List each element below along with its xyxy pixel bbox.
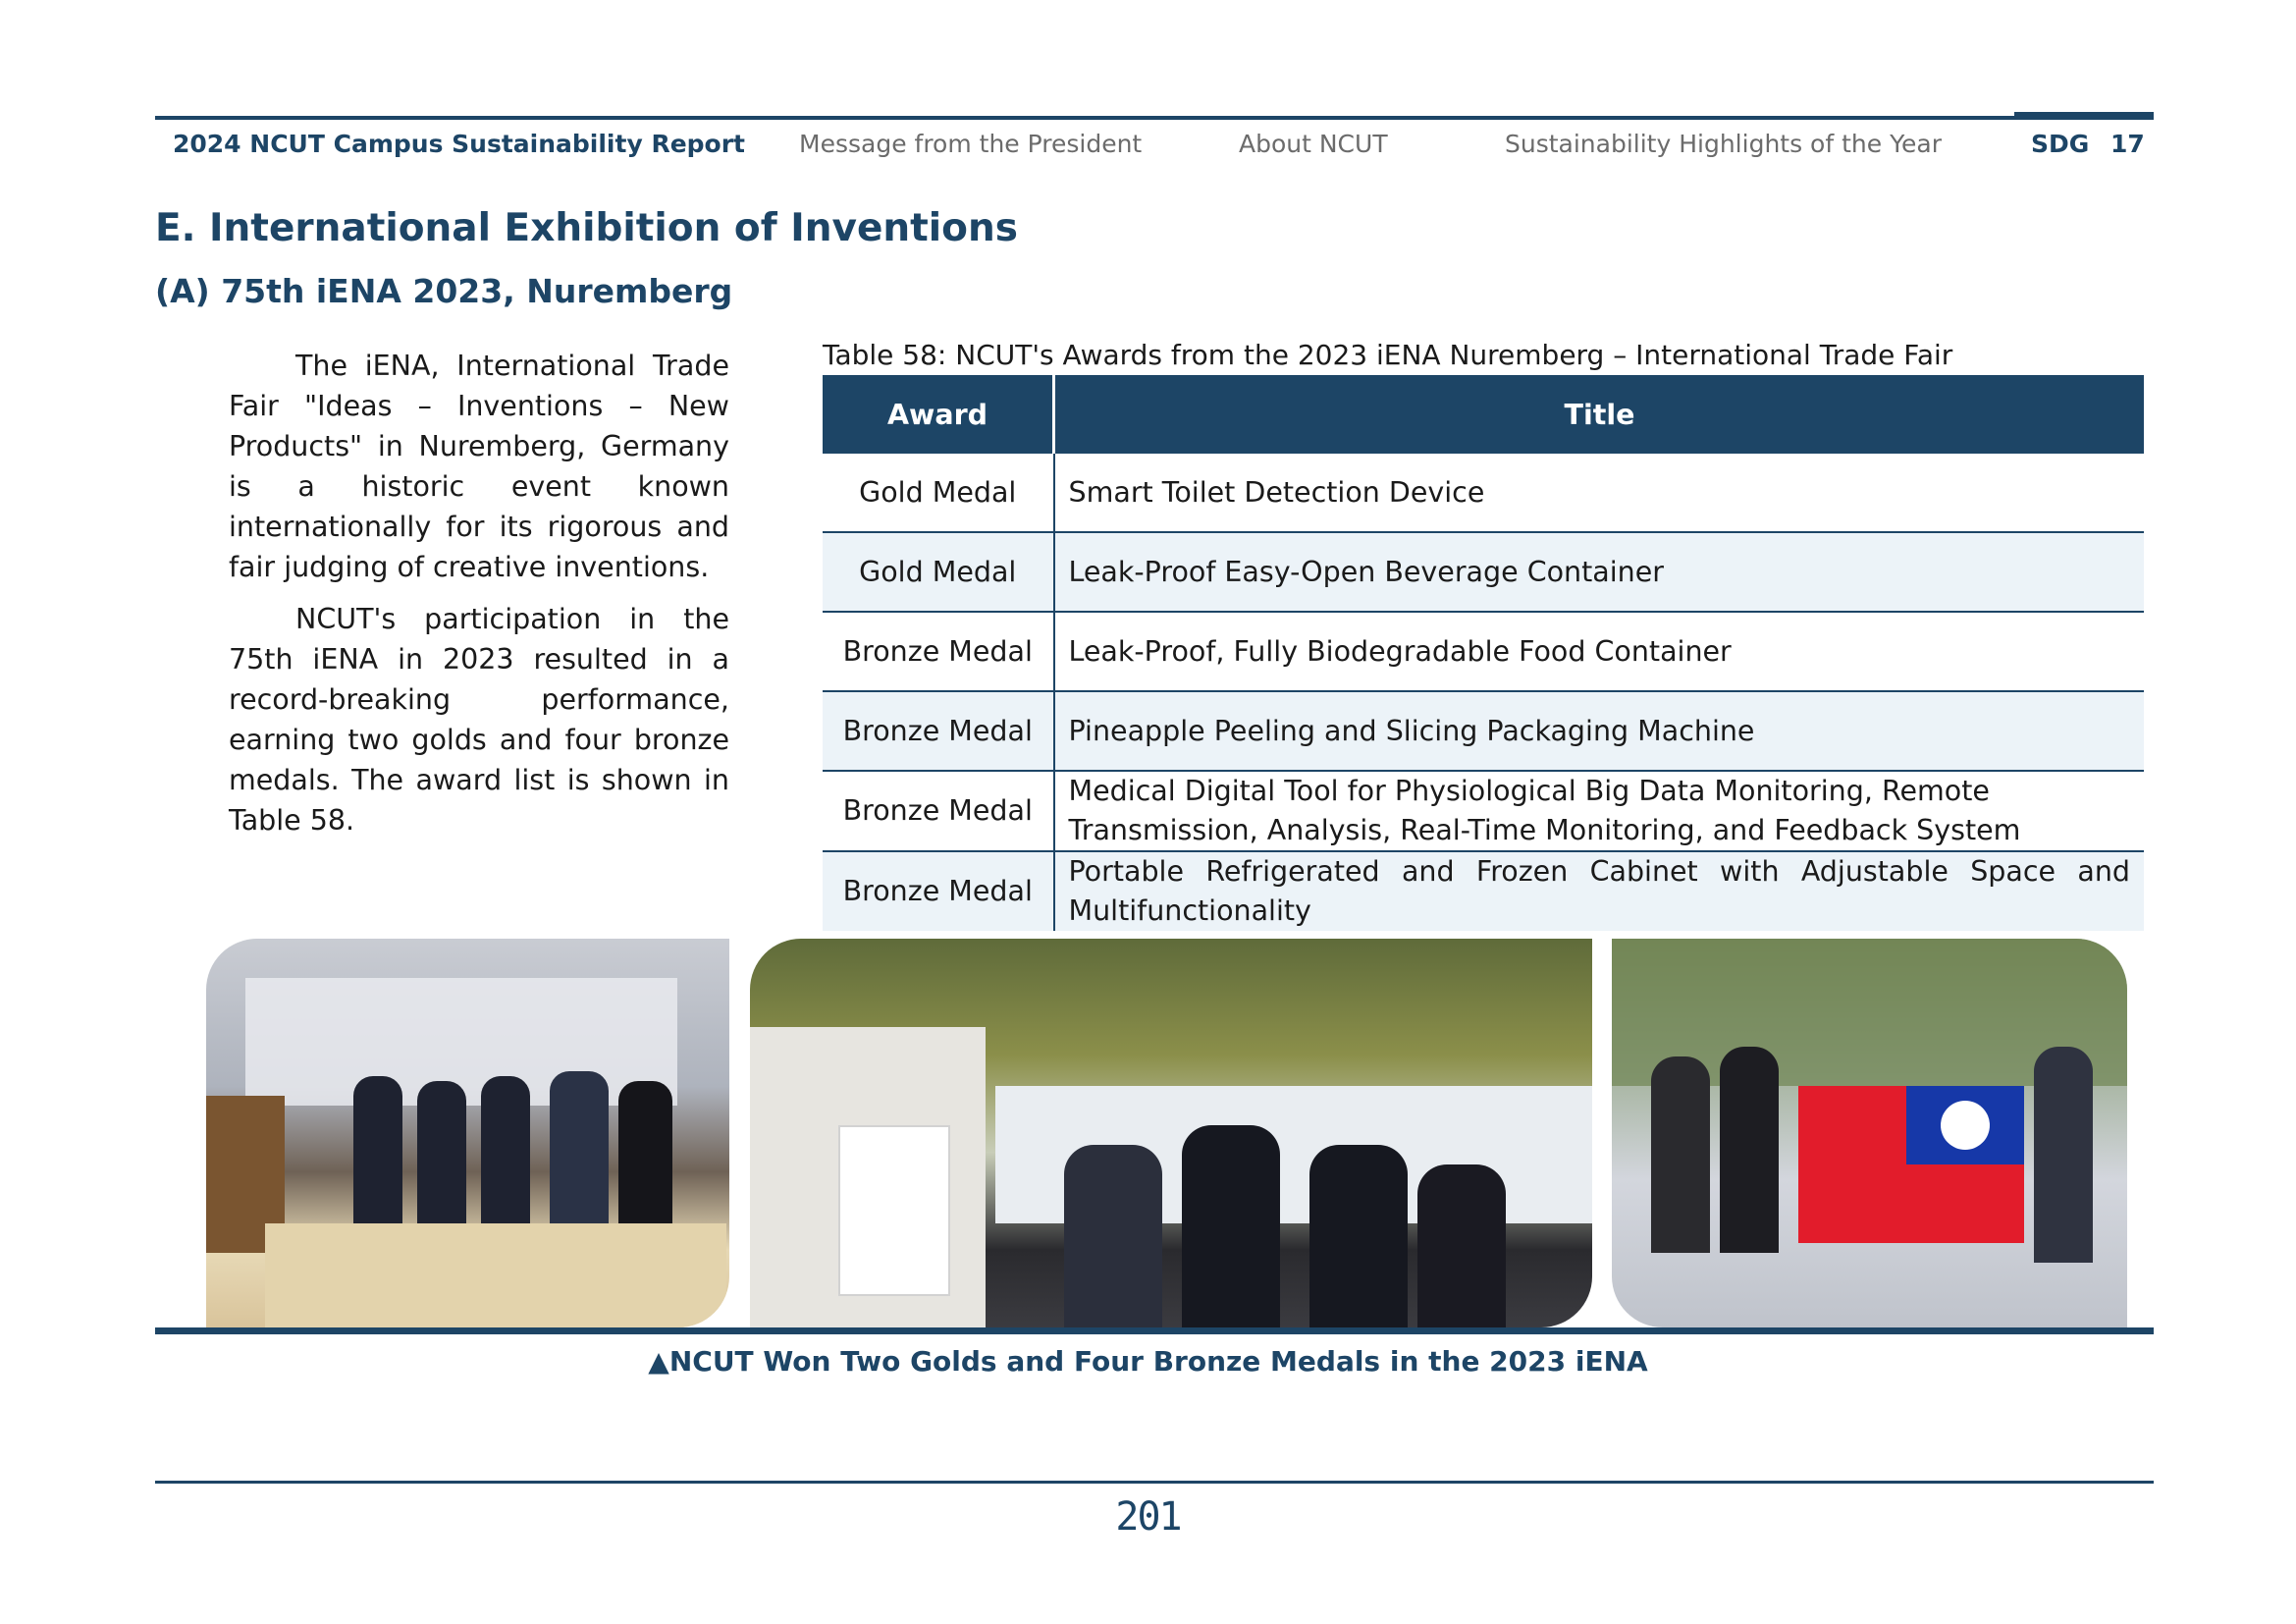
footer-rule [155, 1481, 2154, 1484]
photo-team-with-flag [1612, 939, 2127, 1327]
photo-caption: ▲NCUT Won Two Golds and Four Bronze Medals in the 2023 iENA [648, 1345, 1648, 1378]
report-title: 2024 NCUT Campus Sustainability Report [173, 130, 746, 158]
title-cell: Smart Toilet Detection Device [1054, 454, 2145, 532]
table-row [823, 532, 2144, 612]
awards-table [823, 375, 2144, 931]
award-cell: Gold Medal [823, 454, 1054, 532]
award-cell: Bronze Medal [823, 612, 1054, 691]
sdg-number: 17 [2110, 130, 2145, 158]
header-accent [2014, 112, 2154, 120]
nav-sustainability-highlights[interactable]: Sustainability Highlights of the Year [1505, 130, 1943, 158]
table-caption: Table 58: NCUT's Awards from the 2023 iENA Nuremberg – International Trade Fair [823, 339, 1953, 371]
title-cell: Medical Digital Tool for Physiological Big Data Monitoring, Remote Transmission, Analysis, Real-Time Monitoring, and Feedback System [1054, 771, 2145, 851]
title-cell: Pineapple Peeling and Slicing Packaging Machine [1054, 691, 2145, 771]
photo-divider [155, 1327, 2154, 1334]
column-header-award: Award [823, 375, 1054, 454]
nav-message-president[interactable]: Message from the President [799, 130, 1143, 158]
award-cell: Bronze Medal [823, 691, 1054, 771]
paragraph: NCUT's participation in the 75th iENA in 2023 resulted in a record-breaking performance, earning two golds and four bronze medals. The award list is shown in Table 58. [229, 603, 729, 837]
table-row [823, 454, 2144, 532]
table-row [823, 771, 2144, 851]
award-cell: Bronze Medal [823, 771, 1054, 851]
title-cell: Portable Refrigerated and Frozen Cabinet with Adjustable Space and Multifunctionality [1054, 851, 2145, 931]
section-subtitle: (A) 75th iENA 2023, Nuremberg [155, 272, 733, 310]
header-rule [155, 116, 2154, 120]
photo-booth-team [206, 939, 729, 1327]
table-header-row [823, 375, 2144, 454]
body-text [229, 346, 729, 852]
page-number: 201 [1115, 1494, 1181, 1540]
award-cell: Bronze Medal [823, 851, 1054, 931]
nav-about-ncut[interactable]: About NCUT [1239, 130, 1388, 158]
title-cell: Leak-Proof Easy-Open Beverage Container [1054, 532, 2145, 612]
title-cell: Leak-Proof, Fully Biodegradable Food Container [1054, 612, 2145, 691]
sdg-label: SDG [2031, 130, 2090, 158]
section-title: E. International Exhibition of Inventions [155, 206, 1018, 250]
paragraph: The iENA, International Trade Fair "Ideas – Inventions – New Products" in Nuremberg, Germany is a historic event known internationally for its rigorous and fair judging of creative inventions. [229, 350, 729, 583]
table-row [823, 612, 2144, 691]
table-row [823, 851, 2144, 931]
photo-award-ceremony [750, 939, 1592, 1327]
column-header-title: Title [1054, 375, 2145, 454]
table-row [823, 691, 2144, 771]
award-cell: Gold Medal [823, 532, 1054, 612]
